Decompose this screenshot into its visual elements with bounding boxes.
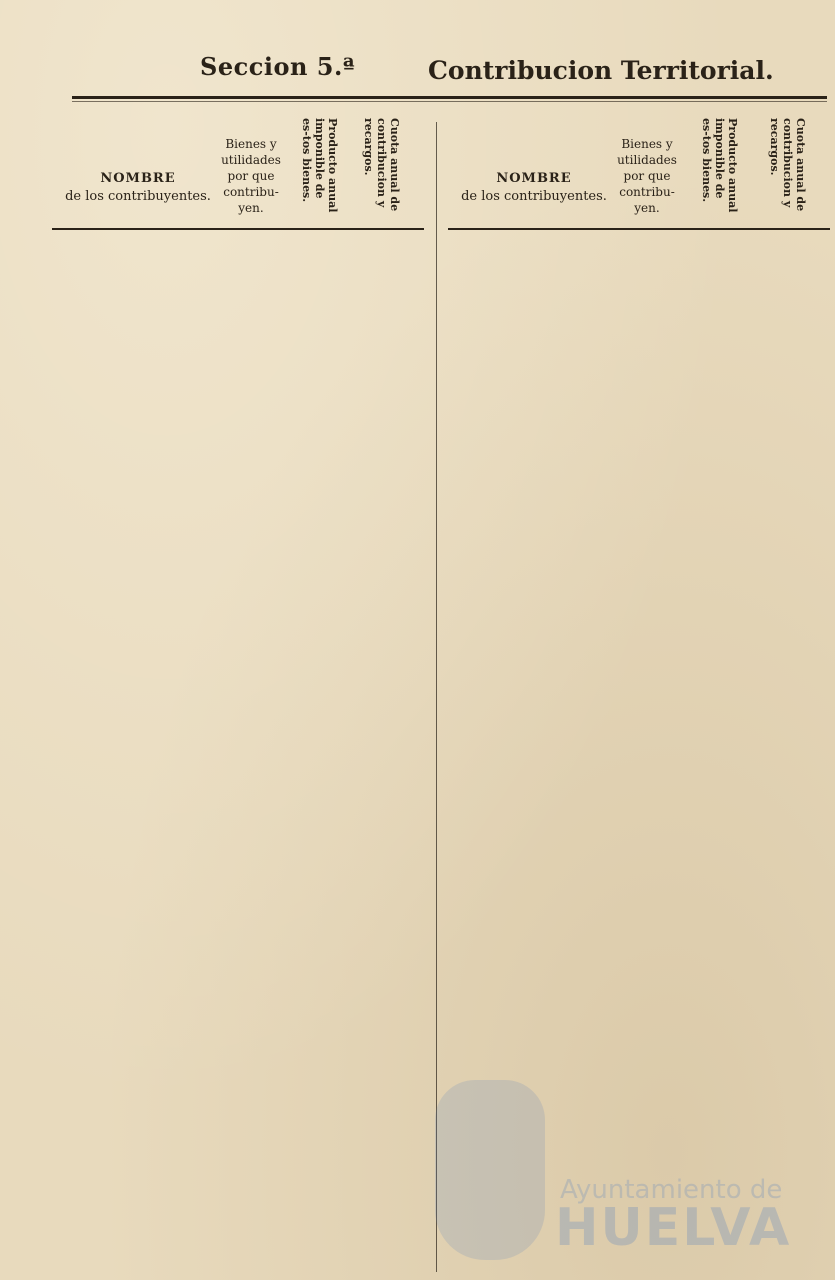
header-bienes: Bienes y utilidades por que contribu-yen. bbox=[617, 137, 677, 215]
header-name bbox=[58, 170, 218, 206]
top-rule-thin bbox=[72, 101, 827, 102]
left-column bbox=[52, 108, 424, 230]
header-cuota: Cuota anual de contribucion y recargos. bbox=[362, 118, 401, 212]
header-name-title: NOMBRE bbox=[100, 171, 176, 186]
watermark-top: Ayuntamiento de bbox=[560, 1175, 783, 1205]
header-name-sub: de los contribuyentes. bbox=[65, 189, 211, 204]
header-bienes: Bienes y utilidades por que contribu-yen. bbox=[221, 137, 281, 215]
watermark-seal-icon bbox=[435, 1080, 545, 1260]
header-producto: Producto anual imponible de es-tos bienes. bbox=[300, 118, 339, 213]
page-title: Contribucion Territorial. bbox=[428, 56, 774, 85]
header-producto: Producto anual imponible de es-tos bienes. bbox=[700, 118, 739, 213]
header-cuota: Cuota anual de contribucion y recargos. bbox=[768, 118, 807, 212]
column-divider bbox=[436, 122, 437, 1272]
section-number: Seccion 5.ª bbox=[200, 52, 355, 81]
top-rule bbox=[72, 96, 827, 99]
table-header bbox=[448, 108, 830, 230]
table-header bbox=[52, 108, 424, 230]
right-column bbox=[448, 108, 830, 230]
header-name-title: NOMBRE bbox=[496, 171, 572, 186]
watermark-big: HUELVA bbox=[555, 1198, 792, 1258]
header-name-sub: de los contribuyentes. bbox=[461, 189, 607, 204]
header-name bbox=[454, 170, 614, 206]
